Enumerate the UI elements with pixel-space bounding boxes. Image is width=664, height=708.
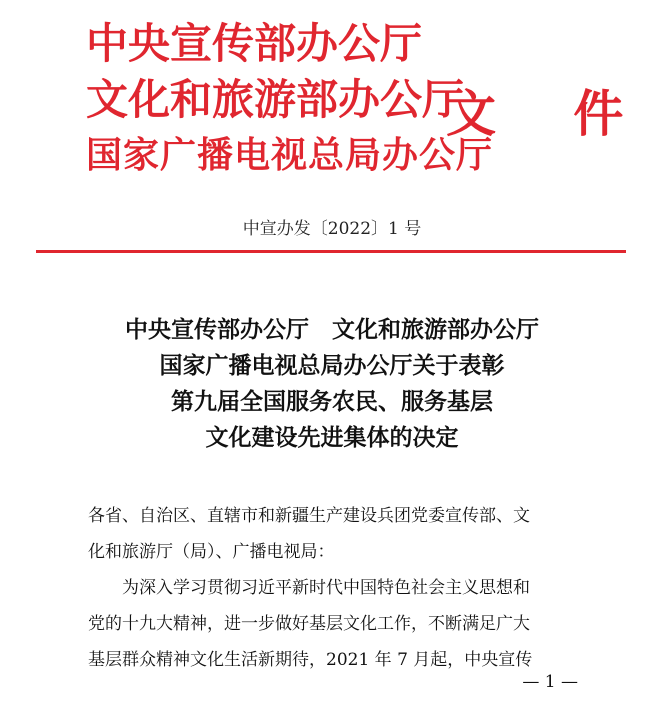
addressee-line: 化和旅游厅（局）、广播电视局： xyxy=(88,542,335,562)
title-line: 文化建设先进集体的决定 xyxy=(205,425,459,451)
title-line: 中央宣传部办公厅 文化和旅游部办公厅 xyxy=(125,317,539,343)
red-separator-line xyxy=(36,250,626,253)
body-text-line: 党的十九大精神，进一步做好基层文化工作，不断满足广大 xyxy=(88,614,530,634)
document-title xyxy=(0,312,664,456)
document-body xyxy=(88,498,586,678)
title-line: 国家广播电视总局办公厅关于表彰 xyxy=(159,353,505,379)
issuer-culture-tourism: 文化和旅游部办公厅 xyxy=(86,75,465,124)
addressee-line: 各省、自治区、直辖市和新疆生产建设兵团党委宣传部、文 xyxy=(88,506,530,526)
document-number: 中宣办发〔2022〕1 号 xyxy=(242,219,422,239)
issuing-authorities xyxy=(86,16,493,184)
issuer-propaganda-dept: 中央宣传部办公厅 xyxy=(86,19,423,68)
body-text-line: 为深入学习贯彻习近平新时代中国特色社会主义思想和 xyxy=(122,578,530,598)
page-number: — 1 — xyxy=(522,672,578,692)
body-text-line: 基层群众精神文化生活新期待，2021 年 7 月起，中央宣传 xyxy=(88,650,533,670)
document-type-label: 文 件 xyxy=(446,84,654,143)
issuer-radio-tv: 国家广播电视总局办公厅 xyxy=(86,135,494,176)
title-line: 第九届全国服务农民、服务基层 xyxy=(171,389,493,415)
